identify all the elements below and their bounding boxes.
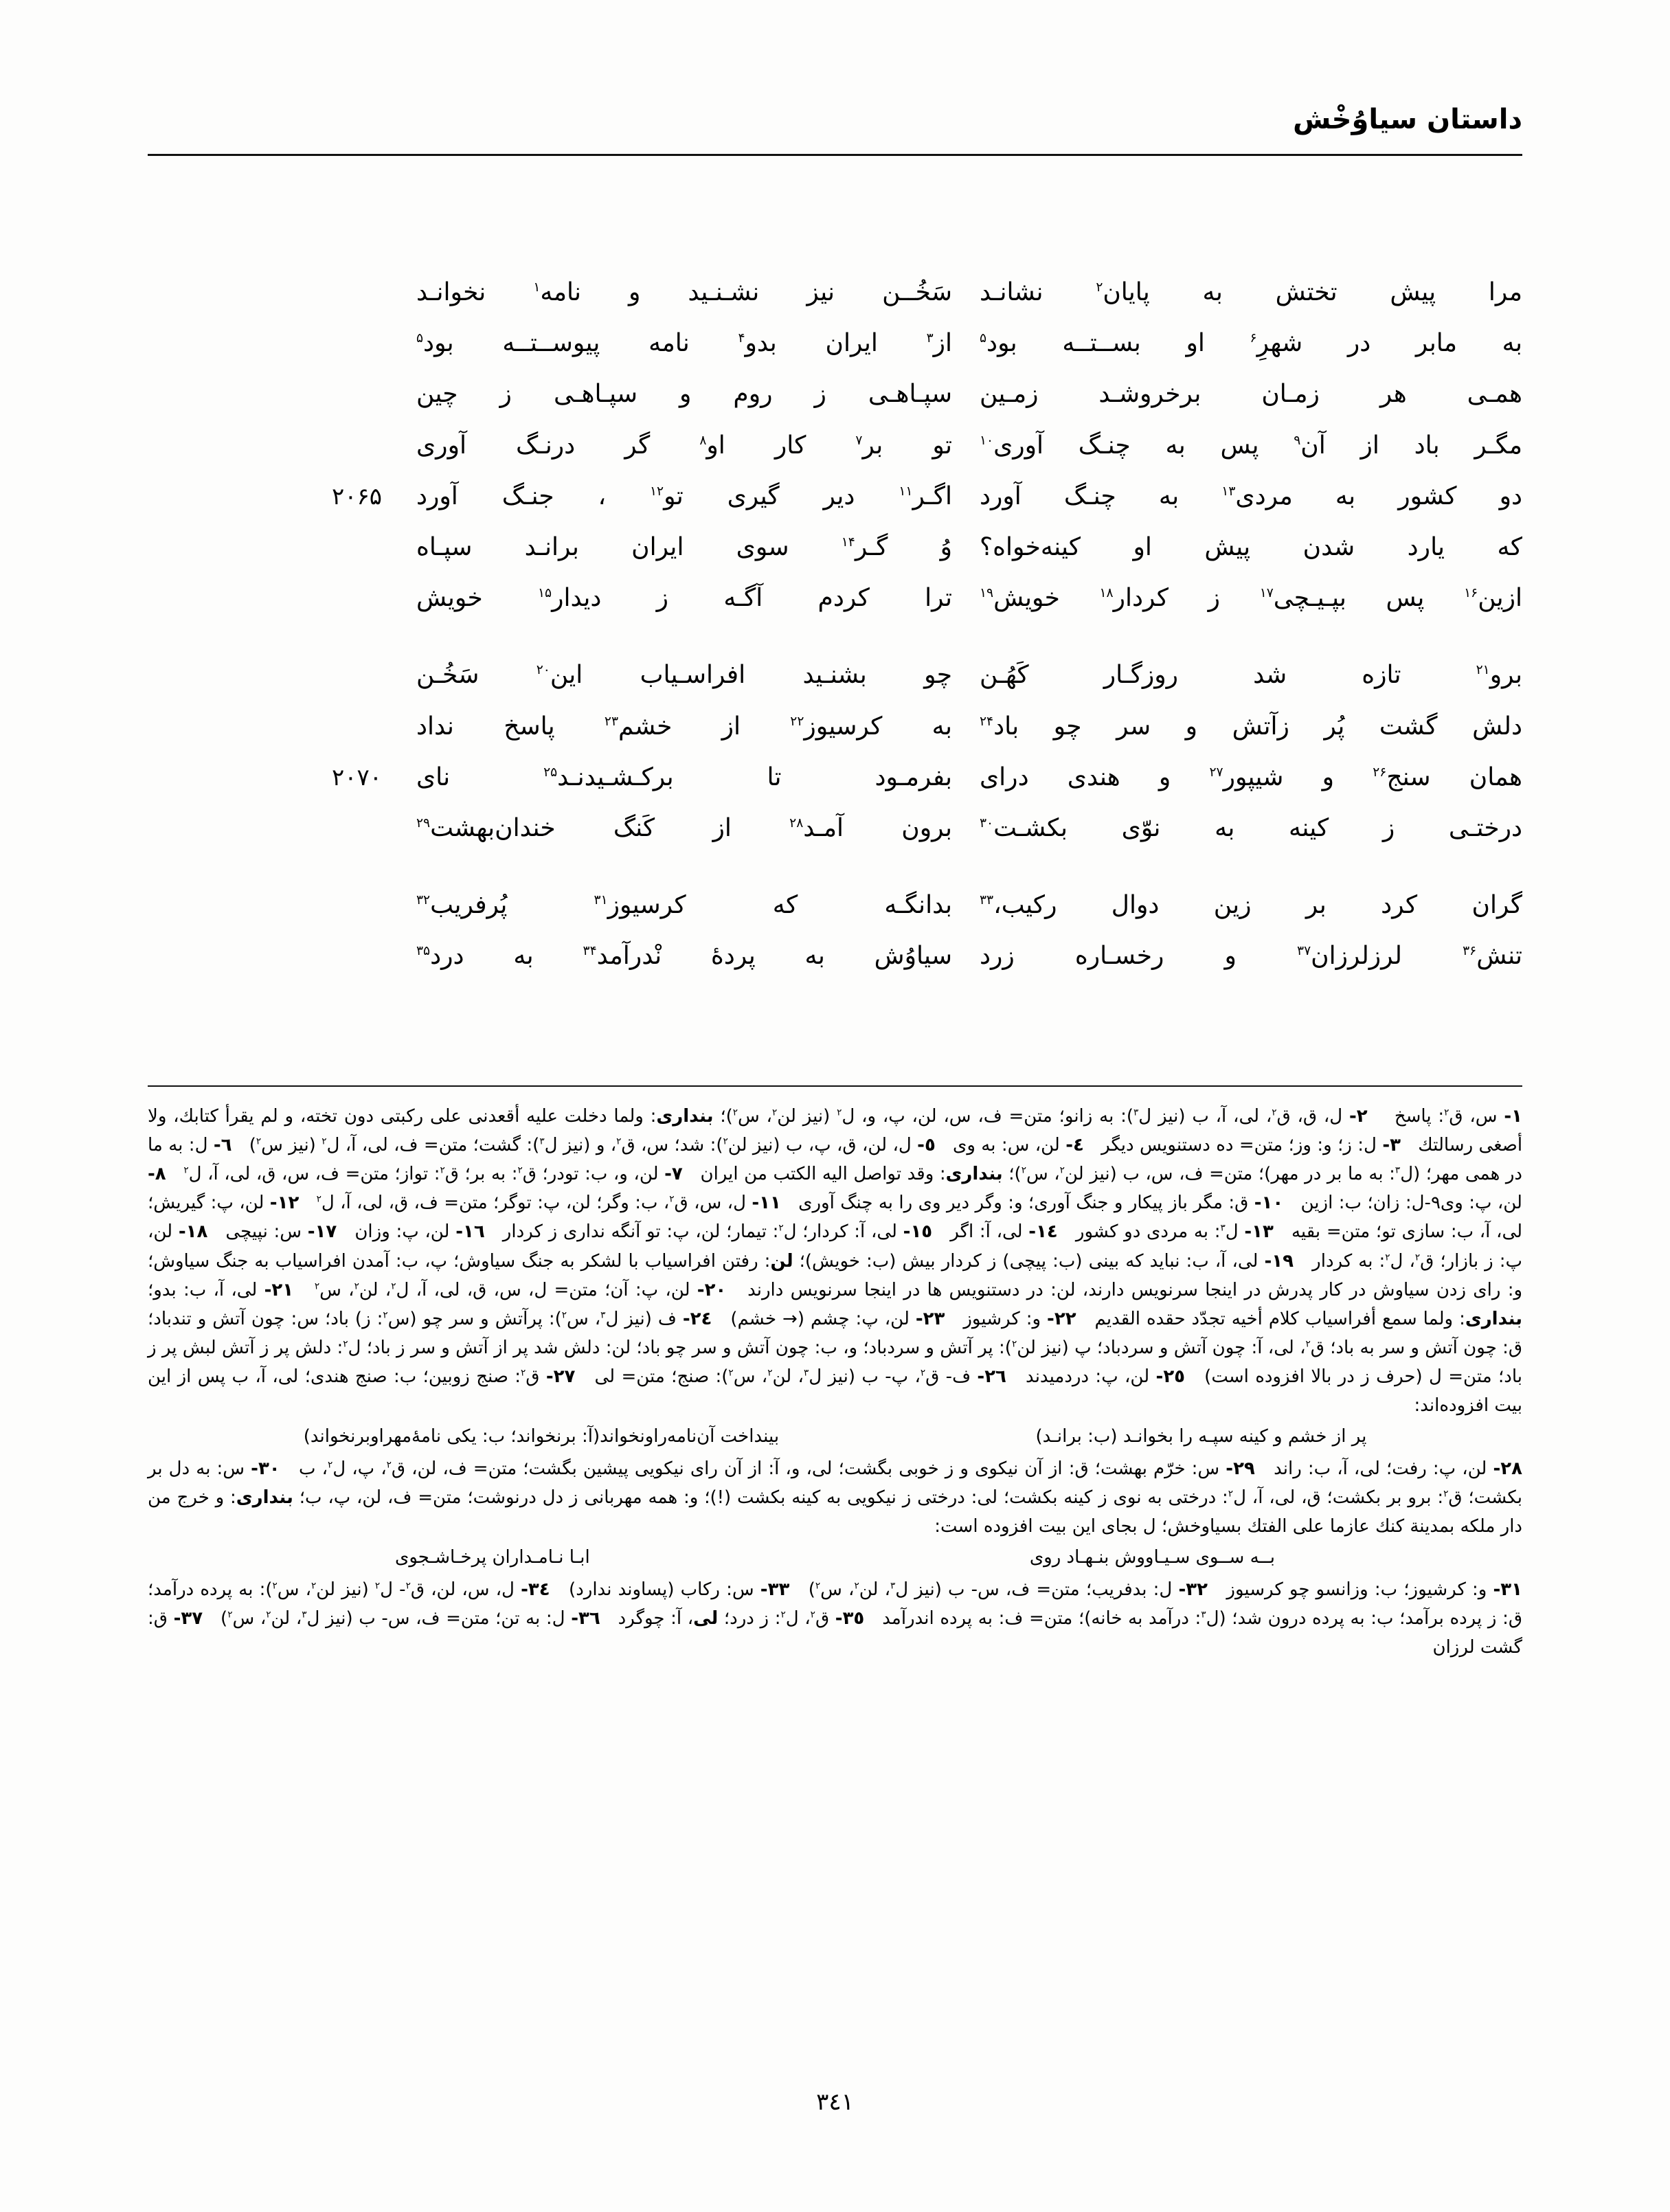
footnotes-section — [148, 1085, 1522, 1664]
verse-number: ۲۰۷۰ — [331, 763, 382, 791]
hemistich-right: از$^۳$ ایران بدو$^۴$ نامه پیوســتــه بود$^۵$ — [416, 329, 952, 358]
hemistich-left: گران کرد بر زین دوال رکیب،$^{۳۳}$ — [980, 891, 1522, 920]
inset-hemistich-right: بــه ســوی سـیـاووش بنـهـاد روی — [1029, 1547, 1275, 1568]
hemistich-right: وُ گـر$^{۱۴}$ سوی ایران برانـد سپـاه — [416, 532, 952, 561]
verse-line — [148, 938, 1522, 974]
hemistich-left: درختـی ز کینه به نوّی بکشـت$^{۳۰}$ — [980, 813, 1522, 842]
hemistich-right: برون آمـد$^{۲۸}$ از کَنگ خندان‌بهشت$^{۲۹}$ — [416, 813, 952, 842]
hemistich-right: سیاوُش به پردهٔ نْدرآمد$^{۳۴}$ به درد$^{۳۵}$ — [416, 942, 953, 971]
verse-line — [148, 326, 1522, 361]
page-header — [148, 103, 1522, 156]
footnote-paragraph: ۲۸- لن، پ: رفت؛ لی، آ، ب: راند ۲۹- س: خرّم بهشت؛ ق: از آن نیکوی و ز خوبی بگشت؛ لی، و، آ: از آن رای نیکویی پیشین بگشت؛ متن= ف، لن، ق$^۲$، پ، ل$^۲$، ب ۳۰- س: به دل بر بکشت؛ ق$^۲$: برو بر بکشت؛ ق، لی، آ، ل$^۲$: درختی به نوی ز کینه بکشت؛ لی: درختی ز نیکویی به کینه بکشت (!)؛ و: همه مهربانی ز دل درنوشت؛ متن= ف، لن، پ، ب؛ بنداری: و خرج من دار ملکه بمدینة کنك عازما علی الفتك بسیاوخش؛ ل بجای این بیت افزوده است: — [148, 1458, 1522, 1537]
verse-group — [148, 657, 1522, 846]
footnote-inset-couplet — [148, 1423, 1522, 1452]
verse-line — [148, 275, 1522, 311]
verse-group — [148, 888, 1522, 974]
footnotes-divider — [148, 1085, 1522, 1087]
inset-hemistich-left: بینداخت آن‌نامه‌راو‌نخواند(آ: برنخواند؛ ب: یکی نامهٔ‌مهر‌او‌برنخواند) — [303, 1426, 780, 1447]
verse-line — [148, 428, 1522, 464]
verse-line — [148, 811, 1522, 846]
hemistich-left: دلش گشت پُر ز‌آتش و سر چو باد$^{۲۴}$ — [980, 712, 1522, 741]
hemistich-left: تنش$^{۳۶}$ لرزلرزان$^{۳۷}$ و رخسـاره زرد — [980, 942, 1522, 971]
hemistich-left: همان سنج$^{۲۶}$ و شیپور$^{۲۷}$ و هندی درای — [980, 763, 1522, 791]
hemistich-right: سپـاهـی ز روم و سپـاهـی ز چین — [416, 380, 952, 409]
hemistich-right: بدانگـه که کرسیوز$^{۳۱}$ پُرفریب$^{۳۲}$ — [416, 891, 952, 920]
hemistich-left: مگـر باد از آن$^۹$ پس به چنـگ آوری$^{۱۰}$ — [980, 431, 1523, 460]
verse-line — [148, 657, 1522, 693]
header-divider — [148, 154, 1522, 156]
page-title: داستان سیاوُخْش — [1293, 104, 1522, 135]
verse-area — [148, 275, 1522, 1015]
footnote-inset-couplet — [148, 1544, 1522, 1572]
inset-hemistich-left: ابـا نـامـداران پرخـاشـجوی — [395, 1547, 590, 1568]
verse-line — [148, 580, 1522, 616]
verse-group — [148, 275, 1522, 616]
verse-line — [148, 530, 1522, 565]
verse-number: ۲۰۶۵ — [331, 482, 382, 510]
hemistich-left: که یارد شدن پیش او کینه‌خواه؟ — [980, 532, 1522, 561]
page-number: ۳٤۱ — [816, 2088, 854, 2116]
hemistich-right: چو بشنـید افراسـیاب این$^{۲۰}$ سَخُـن — [416, 661, 952, 690]
hemistich-right: ترا کردم آگـه ز دیدار$^{۱۵}$ خویش — [416, 584, 952, 613]
hemistich-right: به کرسیوز$^{۲۲}$ از خشم$^{۲۳}$ پاسخ نداد — [416, 712, 952, 741]
hemistich-left: به ما‌بر در شهرِ$^۶$ او بســتــه بود$^۵$ — [980, 329, 1522, 358]
hemistich-left: همـی هر زمـان برخروشـد زمـین — [980, 380, 1522, 409]
verse-line — [148, 888, 1522, 923]
inset-hemistich-right: پر از خشم و کینه سپـه را بخوانـد (ب: برانـد) — [1035, 1426, 1367, 1447]
hemistich-right: اگـر$^{۱۱}$ دیر گیری تو$^{۱۲}$ ، جنـگ آورد — [416, 482, 953, 510]
hemistich-right: تو بر$^۷$ کار او$^۸$ گر درنـگ آوری — [416, 431, 952, 460]
verse-line — [148, 479, 1522, 515]
hemistich-right: بفرمـود تا برکـشـیدنـد$^{۲۵}$ نای — [416, 763, 952, 791]
verse-line — [148, 709, 1522, 745]
hemistich-left: مرا پیش تختش به پایان$^۲$ نشانـد — [980, 278, 1522, 306]
hemistich-left: برو$^{۲۱}$ تازه شد روزگـار کَهُـن — [980, 661, 1522, 690]
verse-line — [148, 760, 1522, 795]
hemistich-left: دو کشور به مردی$^{۱۳}$ به چنـگ آورد — [980, 482, 1522, 510]
hemistich-right: سَخُــن نیز نشـنـید و نامه$^۱$ نخوانـد — [416, 278, 952, 306]
footnote-paragraph: ۳۱- و: کرشیوز؛ ب: وزانسو چو کرسیوز ۳۲- ل: بدفریب؛ متن= ف، س- ب (نیز ل$^۳$، لن$^۲$، س$^۲$) ۳۳- س: رکاب (پساوند ندارد) ۳٤- ل، س، لن، ق$^۲$- ل$^۲$ (نیز لن$^۲$، س$^۲$): به پرده درآمد؛ ق: ز پرده برآمد؛ ب: به پرده درون شد؛ (ل$^۳$: درآمد به خانه)؛ متن= ف: به پرده اندرآمد ۳٥- ق$^۲$، ل$^۲$: ز درد؛ لی، آ: چوگرد ۳٦- ل: به تن؛ متن= ف، س- ب (نیز ل$^۳$، لن$^۲$، س$^۲$) ۳۷- ق: گشت لرزان — [148, 1579, 1523, 1658]
verse-line — [148, 376, 1522, 412]
hemistich-left: ازین$^{۱۶}$ پس بپـیـچی$^{۱۷}$ ز کردار$^{۱۸}$ خویش$^{۱۹}$ — [980, 584, 1522, 613]
footnote-paragraph: ۱- س، ق$^۲$: پاسخ ۲- ل، ق، ق$^۲$، لی، آ، ب (نیز ل$^۳$): به زانو؛ متن= ف، س، لن، پ، و، ل$^۲$ (نیز لن$^۲$، س$^۲$)؛ بنداری: ولما دخلت علیه أقعدنی علی رکبتی دون تخته، و لم یقرأ کتابك، ولا أصغی رسالتك ۳- ل: ز؛ و: وز؛ متن= ده دستنویس دیگر ٤- لن، س: به وی ٥- ل، لن، ق، پ، ب (نیز لن$^۲$): شد؛ س، ق$^۲$، و (نیز ل$^۳$): گشت؛ متن= ف، لی، آ، ل$^۲$ (نیز س$^۲$) ٦- ل: به ما در همی مهر؛ (ل$^۳$: به ما بر در مهر)؛ متن= ف، س، ب (نیز لن$^۲$، س$^۲$)؛ بنداری: وقد تواصل الیه الکتب من ایران ۷- لن، و، ب: تودر؛ ق$^۲$: به بر؛ ق$^۲$: تواز؛ متن= ف، س، ق، لی، آ، ل$^۲$ ۸- لن، پ: وی‌۹-ل: زان؛ ب: ازین ۱۰- ق: مگر باز پیکار و جنگ آوری؛ و: وگر دیر وی را به چنگ آوری ۱۱- ل، س، ق$^۲$، ب: وگر؛ لن، پ: توگر؛ متن= ف، ق، لی، آ، ل$^۲$ ۱۲- لن، پ: گیریش؛ لی، آ، ب: سازی تو؛ متن= بقیه ۱۳- ل$^۳$: به مردی دو کشور ۱٤- لی، آ: اگر ۱٥- لی، آ: کردار؛ ل$^۲$: تیمار؛ لن، پ: تو آنگه نداری ز کردار ۱٦- لن، پ: وزان ۱۷- س: نپیچی ۱۸- لن، پ: ز بازار؛ ق$^۲$، ل$^۲$: به کردار ۱۹- لی، آ، ب: نباید که بینی (ب: پیچی) ز کردار بیش (ب: خویش)؛ لن: رفتن افراسیاب با لشکر به جنگ سیاوش؛ پ، ب: آمدن افراسیاب به جنگ سیاوش؛ و: رای زدن سیاوش در کار پدرش در اینجا سرنویس دارند، لن: در دستنویس ها در اینجا سرنویس دارند ۲۰- لن، پ: آن؛ متن= ل، س، ق، لی، آ، ل$^۲$، لن$^۲$، س$^۲$ ۲۱- لی، آ، ب: بدو؛ بنداری: ولما سمع أفراسیاب کلام أخیه تجدّد حقده القدیم ۲۲- و: کرشیوز ۲۳- لن، پ: چشم (→ خشم) ۲٤- ف (نیز ل$^۳$، س$^۲$): پر‌آتش و سر چو (س$^۲$: ز) باد؛ س: چون آتش و تندباد؛ ق: چون آتش و سر به باد؛ ق$^۲$، لی، آ: چون آتش و سردباد؛ پ (نیز لن$^۲$): پر آتش و سردباد؛ و، ب: چون آتش و سر چو باد؛ لن: دلش شد پر از آتش و سر ز باد؛ ل$^۲$: دلش پر ز آتش لبش پر ز باد؛ متن= ل (حرف ز در بالا افزوده است) ۲٥- لن، پ: دردمیدند ۲٦- ف- ق$^۲$، پ- ب (نیز ل$^۳$، لن$^۲$، س$^۲$): صنج؛ متن= لی ۲۷- ق$^۲$: صنج زوبین؛ ب: صنج هندی؛ لی، آ، ب پس از این بیت افزوده‌اند: — [148, 1106, 1523, 1417]
